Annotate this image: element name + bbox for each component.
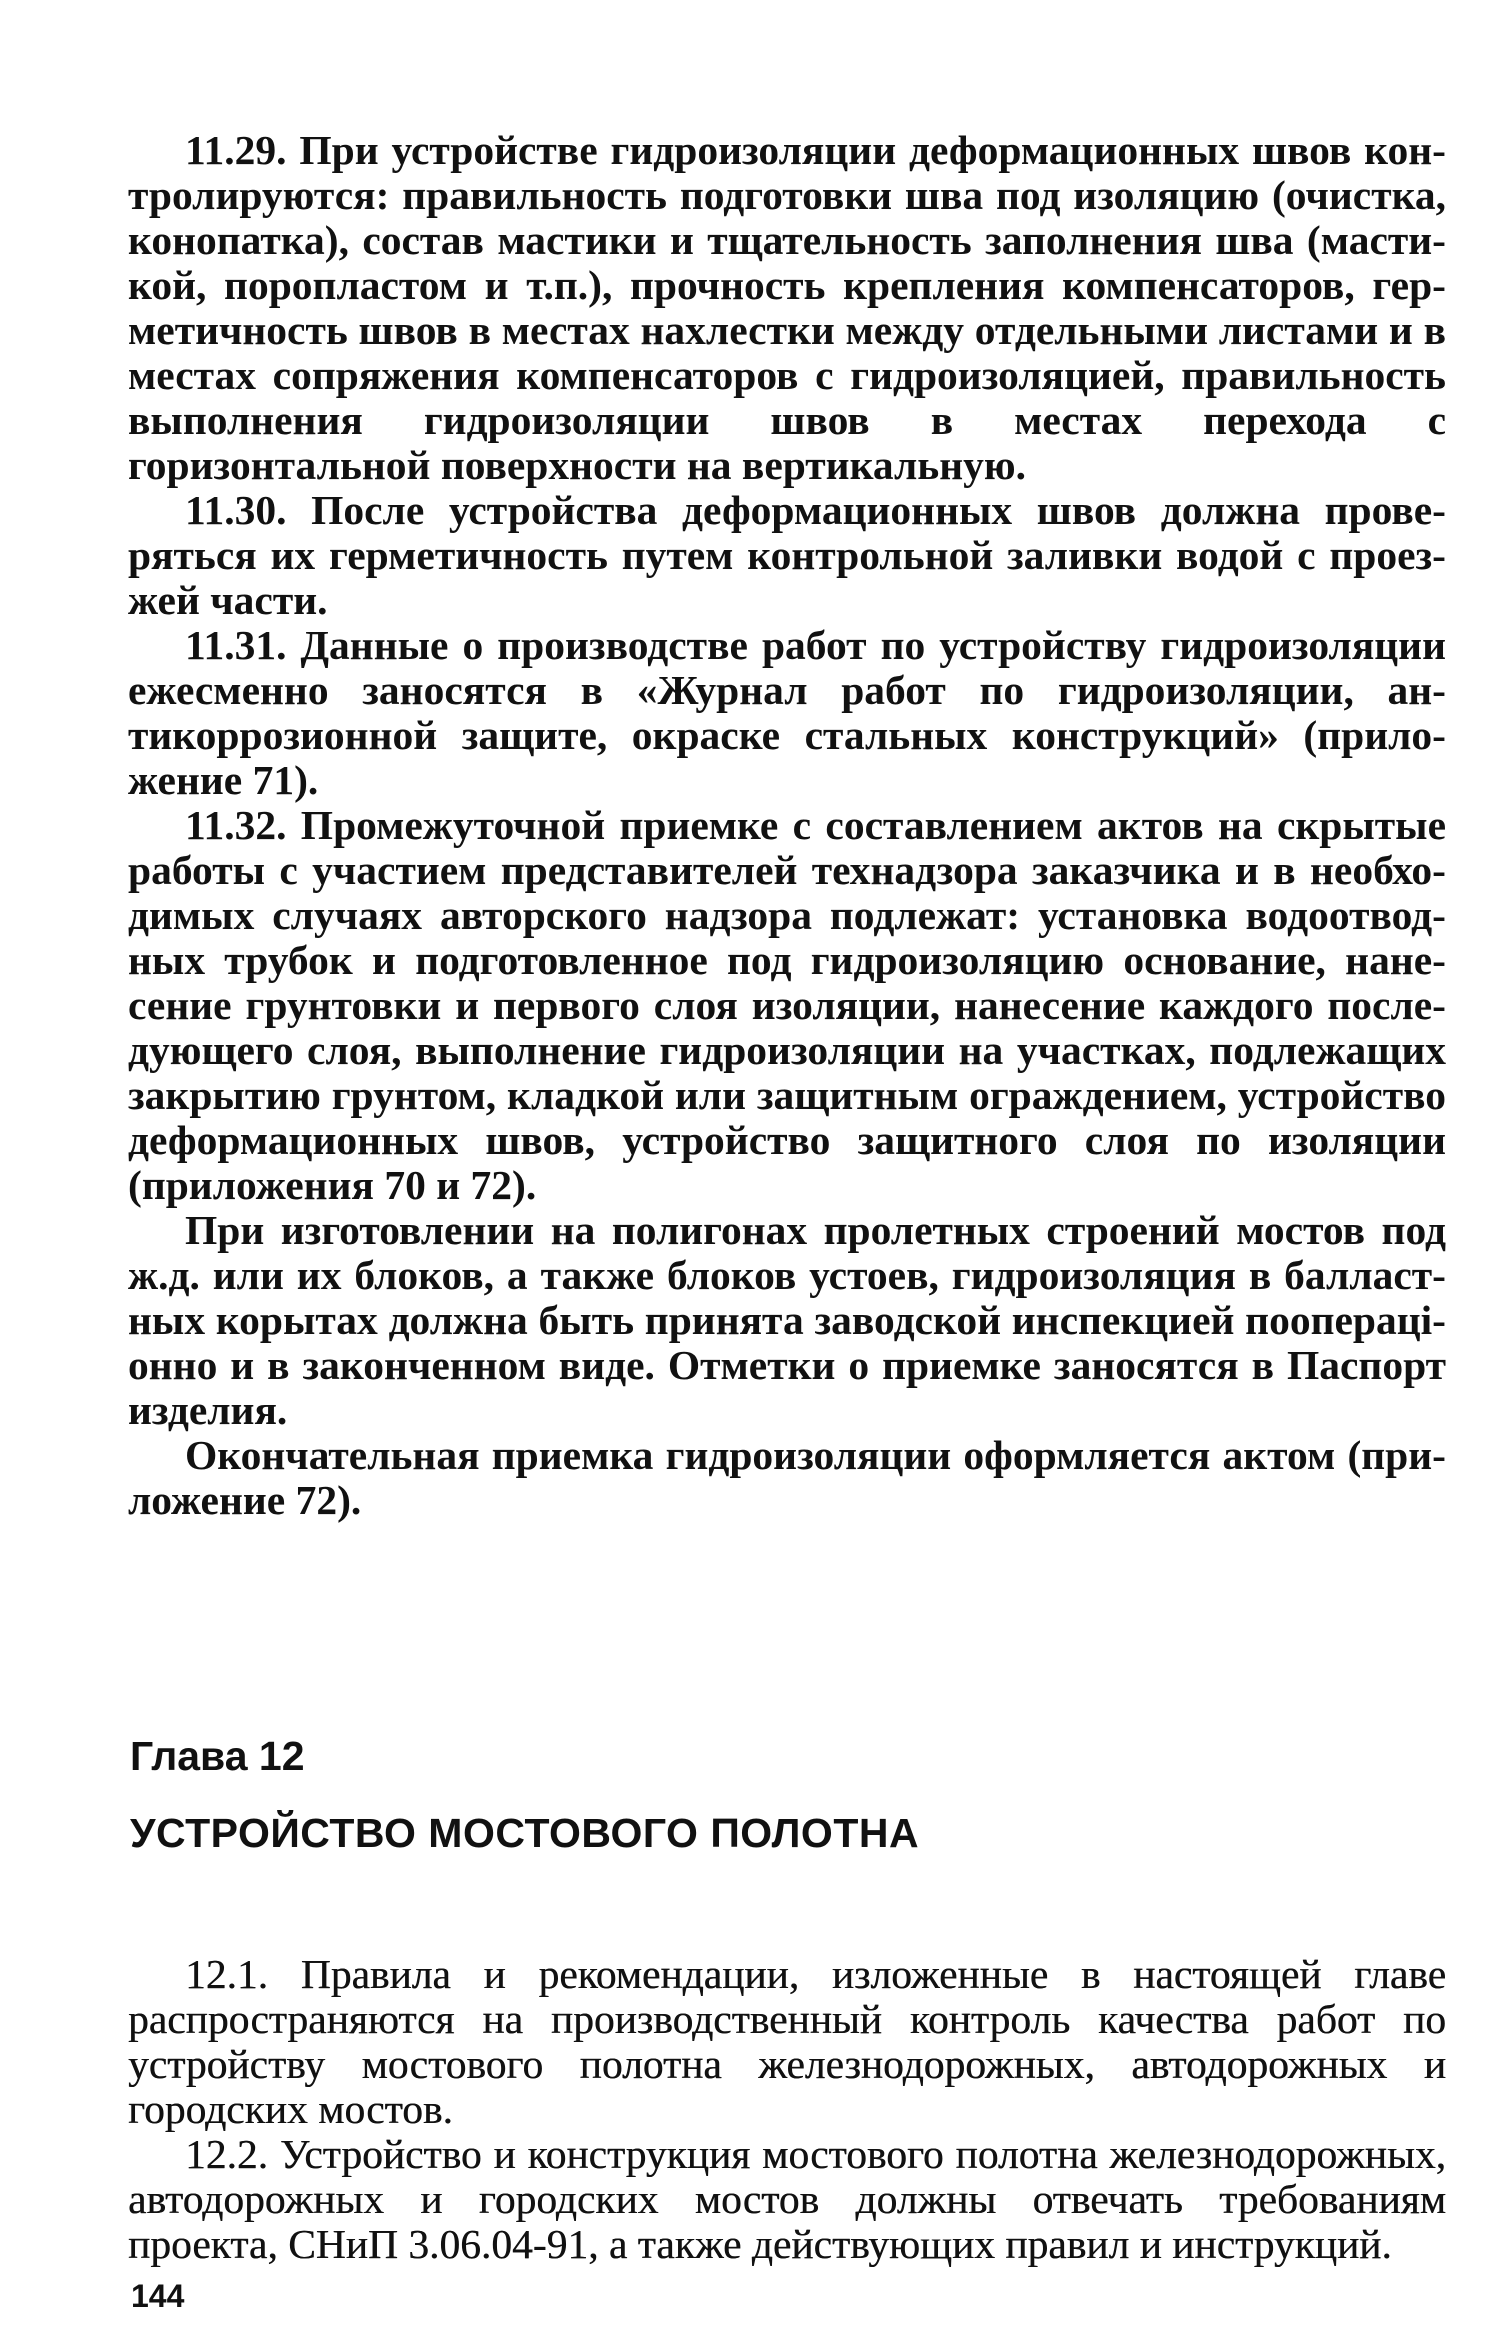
chapter-title: УСТРОЙСТВО МОСТОВОГО ПОЛОТНА [130,1810,920,1856]
paragraph-12-1: 12.1. Правила и рекомендации, изложенные в настоящей главе распространяются на производственный контроль качества работ по устройству мостового полотна железнодорожных, автодорожных и городских мостов. [128,1951,1446,2132]
document-page [128,127,1446,2314]
chapter-label: Глава 12 [130,1733,305,1779]
paragraph-polygon-manufacturing: При изготовлении на полигонах пролетных строений мостов под ж.д. или их блоков, а также блоков устоев, гидроизоляция в балластных корытах должна быть принята заводской инспекцией пооперацiонно и в законченном виде. Отметки о приемке заносятся в Паспорт изделия. [128,1207,1446,1433]
paragraph-11-32: 11.32. Промежуточной приемке с составлением актов на скрытые работы с участием представителей технадзора заказчика и в необходимых случаях авторского надзора подлежат: установка водоотводных трубок и подготовленное под гидроизоляцию основание, нанесение грунтовки и первого слоя изоляции, нанесение каждого последующего слоя, выполнение гидроизоляции на участках, подлежащих закрытию грунтом, кладкой или защитным ограждением, устройство деформационных швов, устройство защитного слоя по изоляции (приложения 70 и 72). [128,802,1446,1208]
paragraph-11-29: 11.29. При устройстве гидроизоляции деформационных швов контролируются: правильность подготовки шва под изоляцию (очистка, конопатка), состав мастики и тщательность заполнения шва (мастикой, поропластом и т.п.), прочность крепления компенсаторов, герметичность швов в местах нахлестки между отдельными листами и в местах сопряжения компенсаторов с гидроизоляцией, правильность выполнения гидроизоляции швов в местах перехода с горизонтальной поверхности на вертикальную. [128,127,1446,488]
paragraph-11-31: 11.31. Данные о производстве работ по устройству гидроизоляции ежесменно заносятся в «Журнал работ по гидроизоляции, антикоррозионной защите, окраске стальных конструкций» (приложение 71). [128,622,1446,803]
paragraph-11-30: 11.30. После устройства деформационных швов должна проверяться их герметичность путем контрольной заливки водой с проезжей части. [128,487,1446,623]
section-12-text [128,1952,1446,2267]
page-number: 144 [131,2278,185,2314]
paragraph-final-acceptance: Окончательная приемка гидроизоляции оформляется актом (приложение 72). [128,1432,1446,1523]
section-11-text [128,128,1446,1523]
paragraph-12-2: 12.2. Устройство и конструкция мостового полотна железнодорожных, автодорожных и городских мостов должны отвечать требованиям проекта, СНиП 3.06.04-91, а также действующих правил и инструкций. [128,2131,1446,2267]
